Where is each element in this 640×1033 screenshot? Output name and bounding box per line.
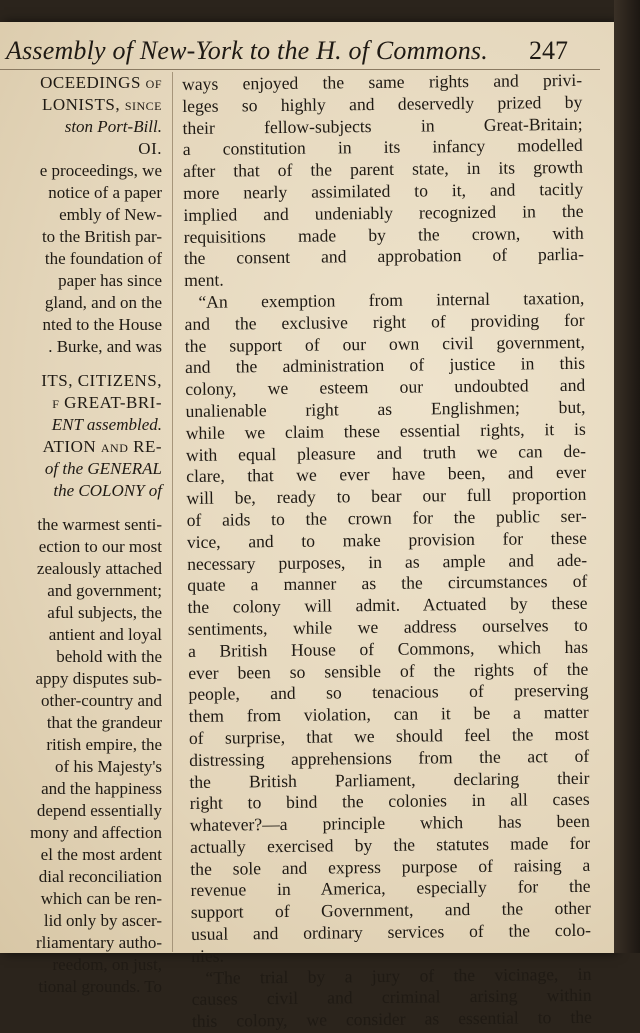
left-column-line: antient and loyal xyxy=(48,625,162,644)
left-column-line: e proceedings, we xyxy=(39,161,162,180)
right-column-line: support of Government, and the other xyxy=(190,898,591,923)
right-column-line: of aids to the crown for the public ser- xyxy=(186,505,587,530)
right-column-line: implied and undeniably recognized in the xyxy=(183,200,584,225)
right-column-line: leges so highly and deservedly prized by xyxy=(182,91,583,116)
right-column-line: right to bind the colonies in all cases xyxy=(189,789,590,814)
right-column-line: this colony, we consider as essential to the xyxy=(191,1007,593,1032)
right-column-line: unalienable right as Englishmen; but, xyxy=(185,396,586,421)
right-column-line: whatever?—a principle which has been xyxy=(189,810,590,836)
right-column xyxy=(182,70,592,1033)
left-column-line: nted to the House xyxy=(42,315,162,334)
left-column-line: . Burke, and was xyxy=(48,337,162,356)
left-column-line: reedom, on just, xyxy=(52,955,162,974)
right-column-line: causes civil and criminal arising within xyxy=(191,985,592,1010)
right-column-line: the sole and express purpose of raising a xyxy=(190,854,591,879)
right-column-line: requisitions made by the crown, with xyxy=(183,222,584,247)
left-column-line: zealously attached xyxy=(36,559,162,578)
left-column xyxy=(0,72,168,998)
right-column-line: “An exemption from internal taxation, xyxy=(198,287,585,312)
right-column-line: the support of our own civil government, xyxy=(184,331,585,356)
page-edge-shadow xyxy=(614,0,640,953)
right-column-line: actually exercised by the statutes made for xyxy=(189,832,591,857)
left-column-line: appy disputes sub- xyxy=(35,669,162,688)
right-column-line: colony, we esteem our undoubted and xyxy=(185,374,586,400)
right-column-line: revenue in America, especially for the xyxy=(190,876,591,901)
paragraph-gap xyxy=(0,502,168,514)
left-column-line: the foundation of xyxy=(44,249,162,268)
left-column-line: OCEEDINGS of xyxy=(40,73,162,92)
left-column-line: mony and affection xyxy=(30,823,162,842)
right-column-line: of surprise, that we should feel the most xyxy=(188,723,590,748)
left-column-line: ENT assembled. xyxy=(51,415,162,434)
left-column-line: and government; xyxy=(47,581,162,600)
column-divider xyxy=(172,72,173,952)
right-column-line: people, and so tenacious of preserving xyxy=(188,680,589,705)
left-column-line: notice of a paper xyxy=(48,183,162,202)
running-header xyxy=(0,36,590,72)
right-column-line: clare, that we ever have been, and ever xyxy=(186,462,587,487)
left-column-line: aful subjects, the xyxy=(47,603,162,622)
left-column-line: ston Port-Bill. xyxy=(64,117,162,136)
right-column-line: ment. xyxy=(184,269,224,291)
right-column-line: distressing apprehensions from the act of xyxy=(189,745,590,770)
left-column-line: behold with the xyxy=(56,647,162,666)
left-column-line: which can be ren- xyxy=(40,889,162,908)
right-column-line: usual and ordinary services of the colo- xyxy=(190,919,592,945)
right-column-line: the British Parliament, declaring their xyxy=(189,767,590,792)
left-column-line: depend essentially xyxy=(36,801,162,820)
right-column-line: quate a manner as the circumstances of xyxy=(187,571,588,596)
left-column-line: the COLONY of xyxy=(53,481,162,500)
document-page xyxy=(0,22,614,1032)
page-number: 247 xyxy=(529,36,568,65)
right-column-line: more nearly assimilated to it, and tacitly xyxy=(183,178,584,203)
left-column-line: of his Majesty's xyxy=(55,757,162,776)
right-column-line: while we claim these essential rights, it is xyxy=(185,418,586,443)
left-column-line: lid only by ascer- xyxy=(43,911,162,930)
right-column-line: nies. xyxy=(191,945,225,966)
left-column-line: ITS, CITIZENS, xyxy=(41,371,162,390)
left-column-line: the warmest senti- xyxy=(37,515,162,534)
left-column-line: f GREAT-BRI- xyxy=(52,393,162,412)
left-column-line: rliamentary autho- xyxy=(35,933,162,952)
right-column-line: after that of the parent state, in its growth xyxy=(182,156,584,182)
left-column-line: el the most ardent xyxy=(40,845,162,864)
right-column-line: ever been so sensible of the rights of the xyxy=(188,658,589,683)
left-column-line: ection to our most xyxy=(38,537,162,556)
right-column-line: a British House of Commons, which has xyxy=(187,636,589,661)
left-column-line: that the grandeur xyxy=(46,713,162,732)
right-column-line: a constitution in its infancy modelled xyxy=(182,135,583,160)
right-column-line: will be, ready to bear our full proportion xyxy=(186,483,587,509)
right-column-line: them from violation, can it be a matter xyxy=(188,701,589,727)
right-column-line: ways enjoyed the same rights and privi- xyxy=(182,69,583,94)
left-column-line: to the British par- xyxy=(41,227,162,246)
right-column-line: necessary purposes, in as ample and ade- xyxy=(187,549,588,574)
right-column-line: and the administration of justice in this xyxy=(184,353,586,378)
left-column-line: ATION and RE- xyxy=(42,437,162,456)
left-column-line: ritish empire, the xyxy=(46,735,162,754)
left-column-line: embly of New- xyxy=(59,205,162,224)
left-column-line: gland, and on the xyxy=(44,293,162,312)
right-column-line: “The trial by a jury of the vicinage, in xyxy=(205,963,592,988)
header-title: Assembly of New-York to the H. of Commons. xyxy=(6,36,488,65)
left-column-line: OI. xyxy=(138,139,162,158)
right-column-line: with equal pleasure and truth we can de- xyxy=(185,440,587,465)
left-column-line: tional grounds. To xyxy=(38,977,162,996)
left-column-line: and the happiness xyxy=(41,779,162,798)
left-column-line: LONISTS, since xyxy=(41,95,162,114)
right-column-line: the colony will admit. Actuated by these xyxy=(187,592,588,618)
left-column-line: paper has since xyxy=(58,271,162,290)
right-column-line: sentiments, while we address ourselves to xyxy=(187,614,588,639)
left-column-line: dial reconciliation xyxy=(38,867,162,886)
paragraph-gap xyxy=(0,358,168,370)
right-column-line: their fellow-subjects in Great-Britain; xyxy=(182,113,583,138)
right-column-line: vice, and to make provision for these xyxy=(186,527,587,552)
right-column-line: the consent and approbation of parlia- xyxy=(183,244,585,269)
left-column-line: other-country and xyxy=(41,691,162,710)
left-column-line: of the GENERAL xyxy=(44,459,162,478)
right-column-line: and the exclusive right of providing for xyxy=(184,309,585,334)
